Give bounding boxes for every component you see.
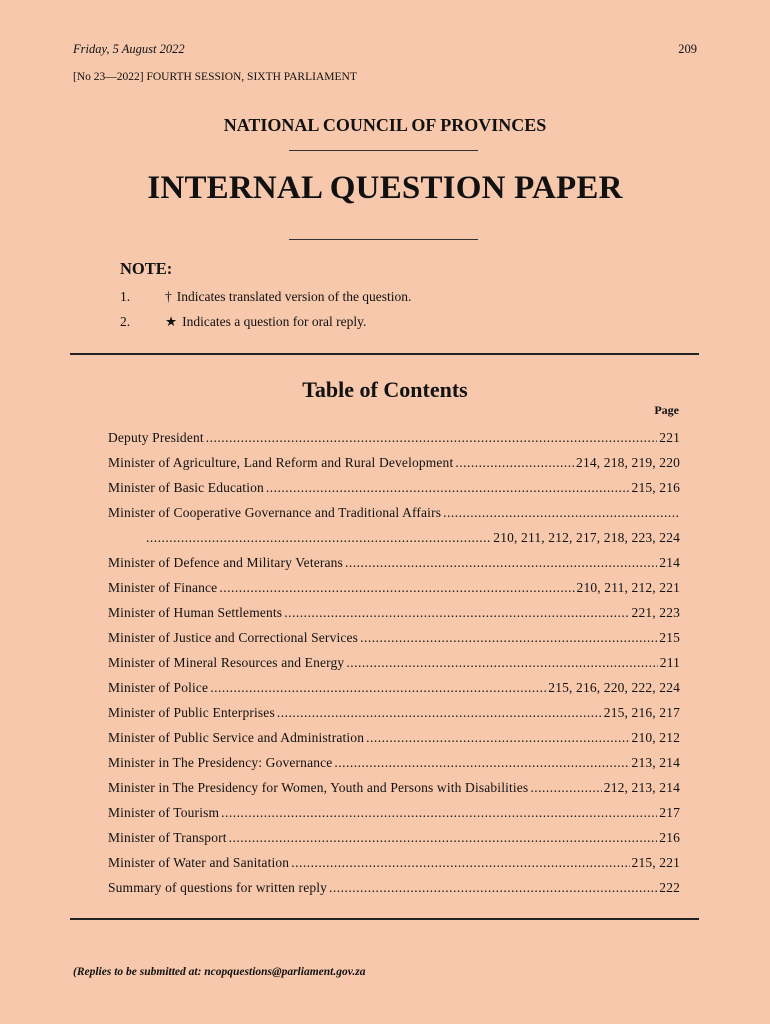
note-item-text: Indicates translated version of the question. bbox=[176, 289, 412, 304]
toc-entry bbox=[108, 746, 680, 771]
toc-entry bbox=[108, 771, 680, 796]
toc-entry-pages: 212, 213, 214 bbox=[603, 780, 680, 795]
toc-entry bbox=[108, 496, 680, 521]
note-item bbox=[120, 314, 366, 330]
note-item-number: 1. bbox=[120, 289, 131, 304]
toc-entry-label: Minister of Tourism bbox=[108, 805, 220, 820]
toc-entry-pages: 221 bbox=[659, 430, 680, 445]
note-heading: NOTE: bbox=[120, 259, 173, 278]
star-icon: ★ bbox=[165, 314, 178, 329]
toc-entry bbox=[108, 521, 680, 546]
toc-dot-leader bbox=[291, 855, 629, 871]
toc-dot-leader bbox=[329, 880, 657, 896]
toc-entry-pages: 217 bbox=[659, 805, 680, 820]
toc-dot-leader bbox=[206, 430, 658, 446]
toc-dot-leader bbox=[219, 580, 574, 596]
divider-under-council bbox=[289, 150, 478, 151]
toc-entry bbox=[108, 596, 680, 621]
toc-entry-label: Minister of Justice and Correctional Services bbox=[108, 630, 359, 645]
toc-entry-label: Minister of Water and Sanitation bbox=[108, 855, 290, 870]
page-title: INTERNAL QUESTION PAPER bbox=[147, 170, 623, 206]
toc-entry-pages: 221, 223 bbox=[631, 605, 680, 620]
toc-entry-pages: 215, 216, 220, 222, 224 bbox=[548, 680, 680, 695]
toc-entry bbox=[108, 671, 680, 696]
toc-title: Table of Contents bbox=[302, 377, 468, 402]
toc-dot-leader bbox=[346, 655, 657, 671]
toc-entry-label: Minister of Police bbox=[108, 680, 209, 695]
toc-dot-leader bbox=[146, 530, 491, 546]
toc-entry-pages: 215 bbox=[659, 630, 680, 645]
toc-entry-label: Minister of Human Settlements bbox=[108, 605, 283, 620]
note-item-number: 2. bbox=[120, 314, 131, 329]
toc-entry-label: Minister of Agriculture, Land Reform and Rural Development bbox=[108, 455, 454, 470]
toc-entry bbox=[108, 796, 680, 821]
toc-entry bbox=[108, 871, 680, 896]
toc-entry bbox=[108, 846, 680, 871]
page-number: 209 bbox=[678, 42, 697, 56]
toc-dot-leader bbox=[443, 505, 678, 521]
note-item bbox=[120, 289, 411, 305]
toc-entry bbox=[108, 421, 680, 446]
toc-entry-label: Minister in The Presidency: Governance bbox=[108, 755, 333, 770]
toc-entry bbox=[108, 646, 680, 671]
toc-dot-leader bbox=[345, 555, 657, 571]
toc-entry-pages: 215, 216, 217 bbox=[603, 705, 680, 720]
toc-entry-pages: 214 bbox=[659, 555, 680, 570]
toc-entry-pages: 211 bbox=[659, 655, 680, 670]
toc-dot-leader bbox=[334, 755, 629, 771]
toc-dot-leader bbox=[455, 455, 574, 471]
toc-entry-label: Minister of Public Service and Administration bbox=[108, 730, 365, 745]
toc-entry-label: Minister of Cooperative Governance and Traditional Affairs bbox=[108, 505, 442, 520]
session-line: [No 23—2022] FOURTH SESSION, SIXTH PARLIAMENT bbox=[73, 71, 357, 83]
paper-date: Friday, 5 August 2022 bbox=[73, 42, 185, 56]
toc-entry-pages: 222 bbox=[659, 880, 680, 895]
toc-entry-label: Minister of Public Enterprises bbox=[108, 705, 275, 720]
toc-entry-label: Deputy President bbox=[108, 430, 204, 445]
toc-entry bbox=[108, 721, 680, 746]
toc-entry-label: Minister in The Presidency for Women, Youth and Persons with Disabilities bbox=[108, 780, 529, 795]
toc-entry-label: Summary of questions for written reply bbox=[108, 880, 328, 895]
toc-entry bbox=[108, 821, 680, 846]
toc-entry-pages: 215, 216 bbox=[631, 480, 680, 495]
toc-dot-leader bbox=[284, 605, 629, 621]
toc-entry-pages: 210, 211, 212, 217, 218, 223, 224 bbox=[493, 530, 680, 545]
table-of-contents bbox=[108, 421, 680, 896]
section-divider-top bbox=[70, 353, 699, 355]
toc-dot-leader bbox=[366, 730, 629, 746]
council-heading: NATIONAL COUNCIL OF PROVINCES bbox=[223, 115, 547, 135]
toc-entry-pages: 214, 218, 219, 220 bbox=[576, 455, 680, 470]
section-divider-bottom bbox=[70, 918, 699, 920]
toc-dot-leader bbox=[277, 705, 602, 721]
toc-entry bbox=[108, 446, 680, 471]
toc-entry-label: Minister of Finance bbox=[108, 580, 218, 595]
toc-dot-leader bbox=[360, 630, 657, 646]
toc-entry-pages: 210, 211, 212, 221 bbox=[576, 580, 680, 595]
toc-entry bbox=[108, 696, 680, 721]
toc-entry-label: Minister of Mineral Resources and Energy bbox=[108, 655, 345, 670]
divider-under-title bbox=[289, 239, 478, 240]
toc-dot-leader bbox=[210, 680, 546, 696]
toc-dot-leader bbox=[530, 780, 601, 796]
toc-entry bbox=[108, 546, 680, 571]
toc-entry-pages: 215, 221 bbox=[631, 855, 680, 870]
toc-entry-pages: 216 bbox=[659, 830, 680, 845]
toc-entry-label: Minister of Defence and Military Veterans bbox=[108, 555, 343, 570]
toc-dot-leader bbox=[229, 830, 658, 846]
toc-entry-label: Minister of Basic Education bbox=[108, 480, 264, 495]
toc-entry bbox=[108, 471, 680, 496]
toc-page-column-label: Page bbox=[654, 403, 679, 417]
toc-entry bbox=[108, 621, 680, 646]
toc-entry-label: Minister of Transport bbox=[108, 830, 227, 845]
dagger-icon: † bbox=[165, 289, 172, 304]
toc-dot-leader bbox=[221, 805, 657, 821]
note-item-text: Indicates a question for oral reply. bbox=[182, 314, 367, 329]
toc-entry bbox=[108, 571, 680, 596]
footer-note: (Replies to be submitted at: ncopquestions@parliament.gov.za bbox=[73, 966, 366, 978]
toc-dot-leader bbox=[266, 480, 630, 496]
toc-entry-pages: 213, 214 bbox=[631, 755, 680, 770]
toc-entry-pages: 210, 212 bbox=[631, 730, 680, 745]
